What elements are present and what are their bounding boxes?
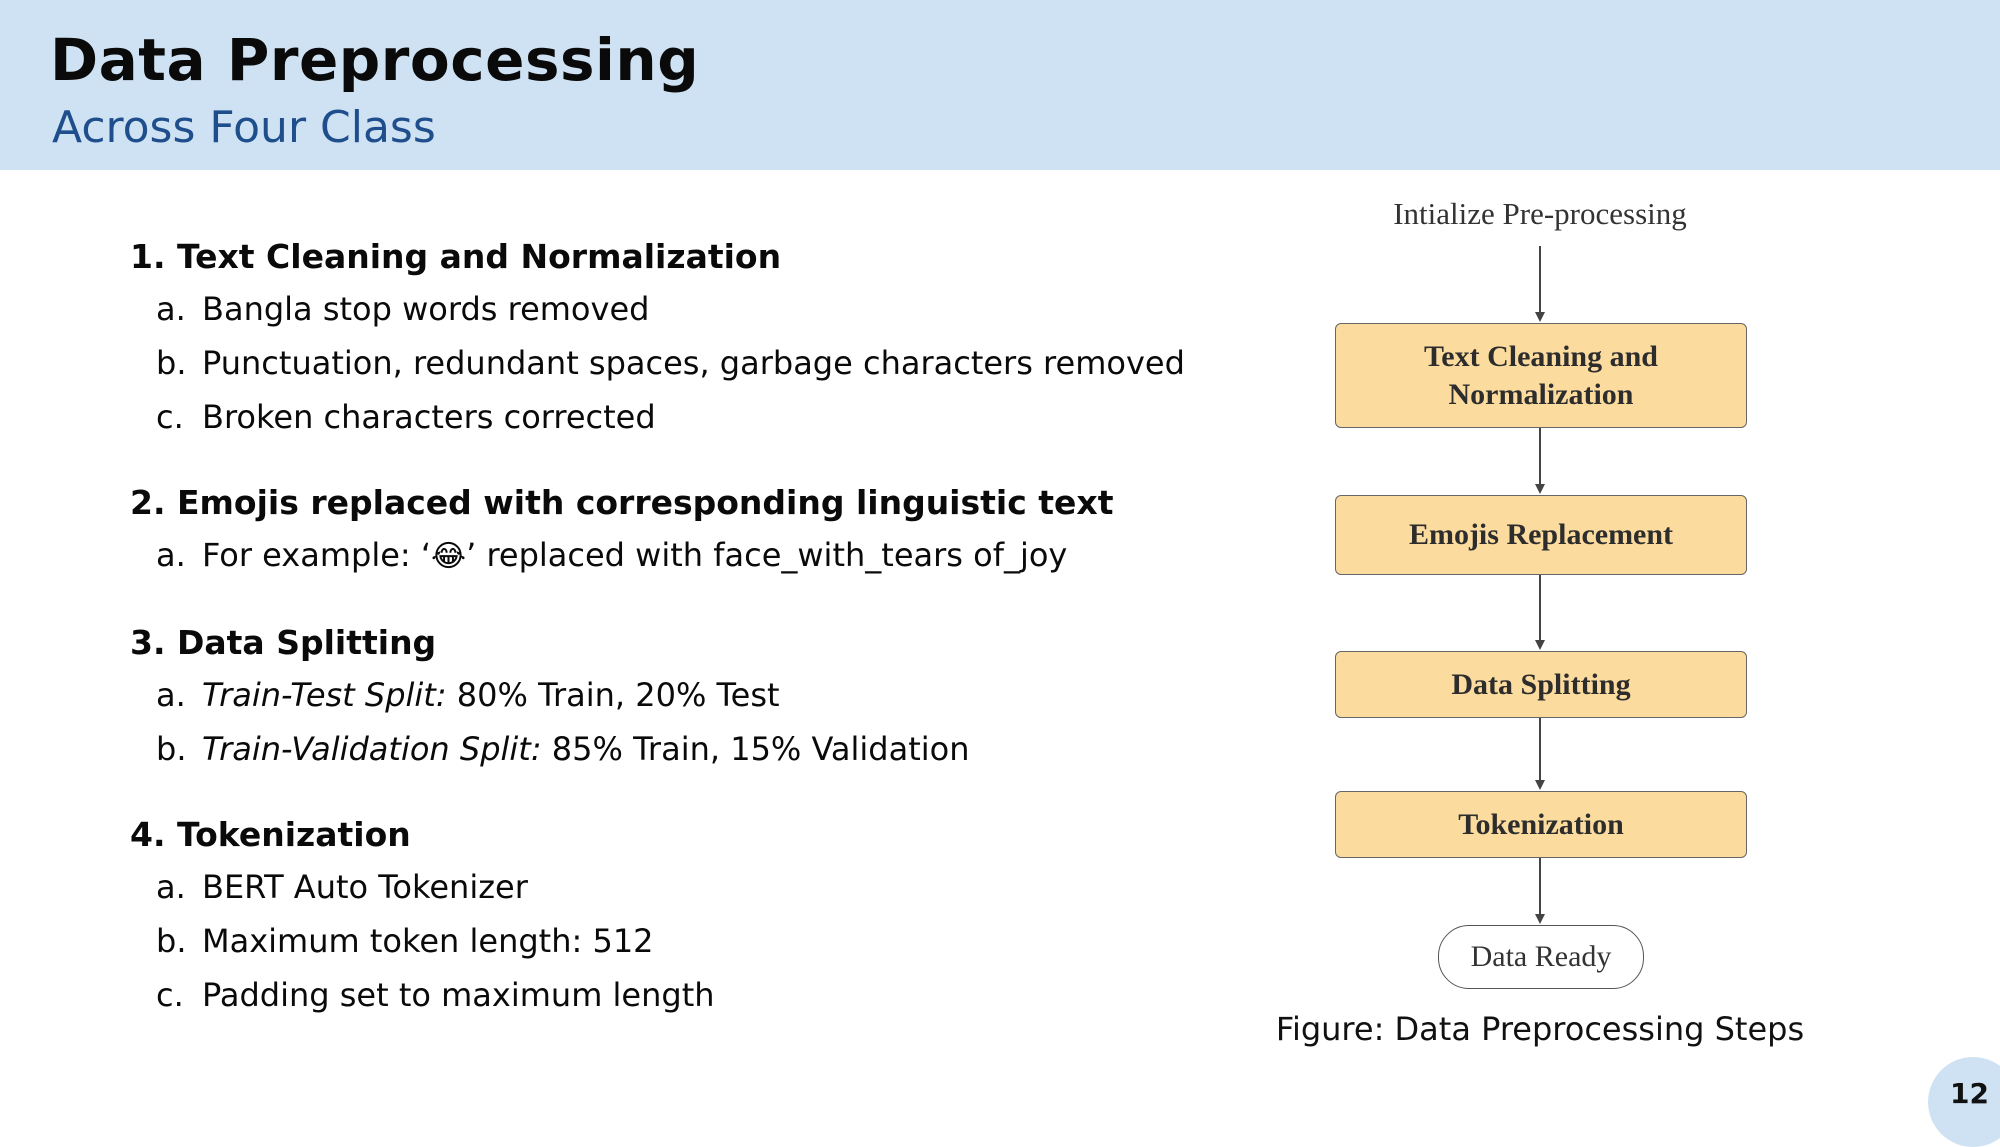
- flow-step-emojis: [1335, 495, 1747, 575]
- item-text: BERT Auto Tokenizer: [202, 868, 528, 906]
- item-letter: a.: [156, 290, 186, 328]
- section-tokenization: [130, 810, 1230, 1022]
- flow-end-terminal: [1438, 925, 1644, 989]
- item-text: 80% Train, 20% Test: [446, 676, 780, 714]
- list-item: [130, 282, 1230, 336]
- section-title: [130, 618, 1230, 668]
- steps-list: [130, 232, 1230, 1056]
- item-letter: a.: [156, 536, 186, 574]
- list-item: [130, 668, 1230, 722]
- item-text: Padding set to maximum length: [202, 976, 715, 1014]
- flowchart: [1280, 190, 1800, 1010]
- section-number: 2.: [130, 483, 166, 522]
- slide-subtitle: Across Four Class: [52, 102, 436, 153]
- flow-step-label: Text Cleaning and: [1424, 339, 1658, 373]
- flow-step-label: Emojis Replacement: [1408, 518, 1674, 551]
- flow-step-splitting: [1335, 651, 1747, 718]
- list-item: [130, 528, 1230, 584]
- item-label: Train-Validation Split:: [202, 730, 542, 768]
- item-letter: b.: [156, 730, 187, 768]
- flow-step-text-cleaning: [1335, 323, 1747, 428]
- flow-start-label: Intialize Pre-processing: [1393, 196, 1687, 231]
- section-title-text: Emojis replaced with corresponding linguistic text: [177, 483, 1114, 522]
- section-title-text: Text Cleaning and Normalization: [177, 237, 782, 276]
- section-title-text: Tokenization: [177, 815, 411, 854]
- item-letter: b.: [156, 344, 187, 382]
- section-title: [130, 478, 1230, 528]
- flow-end-label: Data Ready: [1470, 940, 1612, 973]
- item-letter: a.: [156, 676, 186, 714]
- item-text: Broken characters corrected: [202, 398, 656, 436]
- list-item: [130, 914, 1230, 968]
- list-item: [130, 968, 1230, 1022]
- list-item: [130, 722, 1230, 776]
- item-letter: c.: [156, 398, 184, 436]
- page-number-badge: [1928, 1057, 2000, 1147]
- section-text-cleaning: [130, 232, 1230, 444]
- flow-step-tokenization: [1335, 791, 1747, 858]
- item-text: ’ replaced with face_with_tears of_joy: [466, 536, 1068, 574]
- section-title: [130, 232, 1230, 282]
- list-item: [130, 336, 1230, 390]
- item-text: Punctuation, redundant spaces, garbage characters removed: [202, 344, 1185, 382]
- item-letter: a.: [156, 868, 186, 906]
- item-letter: b.: [156, 922, 187, 960]
- flow-step-label: Normalization: [1448, 377, 1634, 411]
- slide-title: Data Preprocessing: [50, 26, 700, 94]
- section-number: 1.: [130, 237, 166, 276]
- item-text: Maximum token length: 512: [202, 922, 654, 960]
- item-letter: c.: [156, 976, 184, 1014]
- item-text: Bangla stop words removed: [202, 290, 650, 328]
- flow-step-label: Data Splitting: [1451, 667, 1631, 701]
- item-text: For example: ‘: [202, 536, 432, 574]
- section-title-text: Data Splitting: [177, 623, 437, 662]
- header-banner: [0, 0, 2000, 170]
- list-item: [130, 390, 1230, 444]
- list-item: [130, 860, 1230, 914]
- flowchart-arrows: [1280, 190, 1800, 1010]
- item-text: 85% Train, 15% Validation: [541, 730, 970, 768]
- figure-caption: Figure: Data Preprocessing Steps: [1275, 1010, 1805, 1048]
- flow-step-label: Tokenization: [1458, 807, 1624, 841]
- page-number: 12: [1950, 1077, 1989, 1110]
- section-title: [130, 810, 1230, 860]
- face-with-tears-of-joy-icon: 😂: [431, 539, 467, 574]
- section-data-splitting: [130, 618, 1230, 776]
- section-number: 3.: [130, 623, 166, 662]
- section-number: 4.: [130, 815, 166, 854]
- section-emojis: [130, 478, 1230, 584]
- item-label: Train-Test Split:: [202, 676, 447, 714]
